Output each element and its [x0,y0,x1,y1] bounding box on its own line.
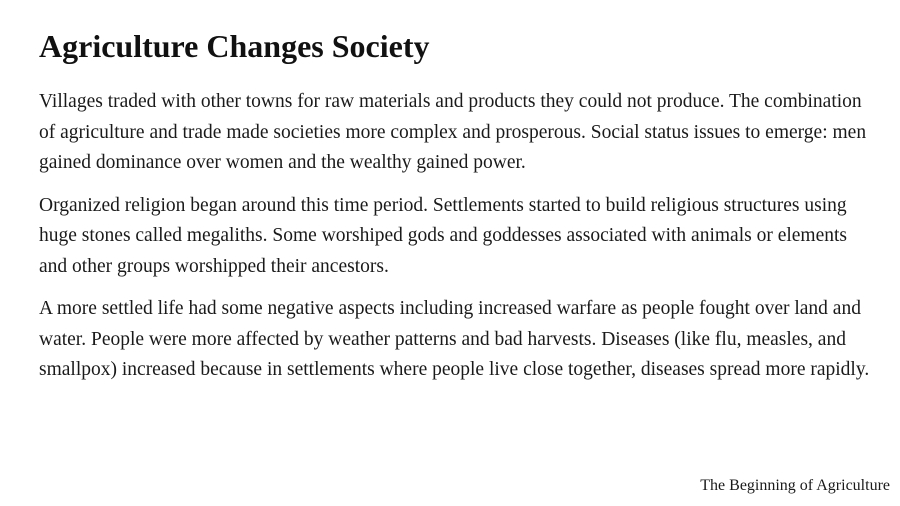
slide-title: Agriculture Changes Society [39,28,430,64]
slide-body [39,87,874,398]
paragraph-religion: Organized religion began around this time period. Settlements started to build religious structures using huge stones called megaliths. Some worshiped gods and goddesses associated with animals or elements and other groups worshipped their ancestors. [39,194,848,277]
slide-footer: The Beginning of Agriculture [700,477,890,494]
paragraph-trade: Villages traded with other towns for raw materials and products they could not produce. The combination of agriculture and trade made societies more complex and prosperous. Social status issues to emerge: men gained dominance over women and the wealthy gained power. [39,91,867,173]
paragraph-negative-aspects: A more settled life had some negative aspects including increased warfare as people fought over land and water. People were more affected by weather patterns and bad harvests. Diseases (like flu, measles, and smallpox) increased because in settlements where people live close together, diseases spread more rapidly. [39,298,870,380]
